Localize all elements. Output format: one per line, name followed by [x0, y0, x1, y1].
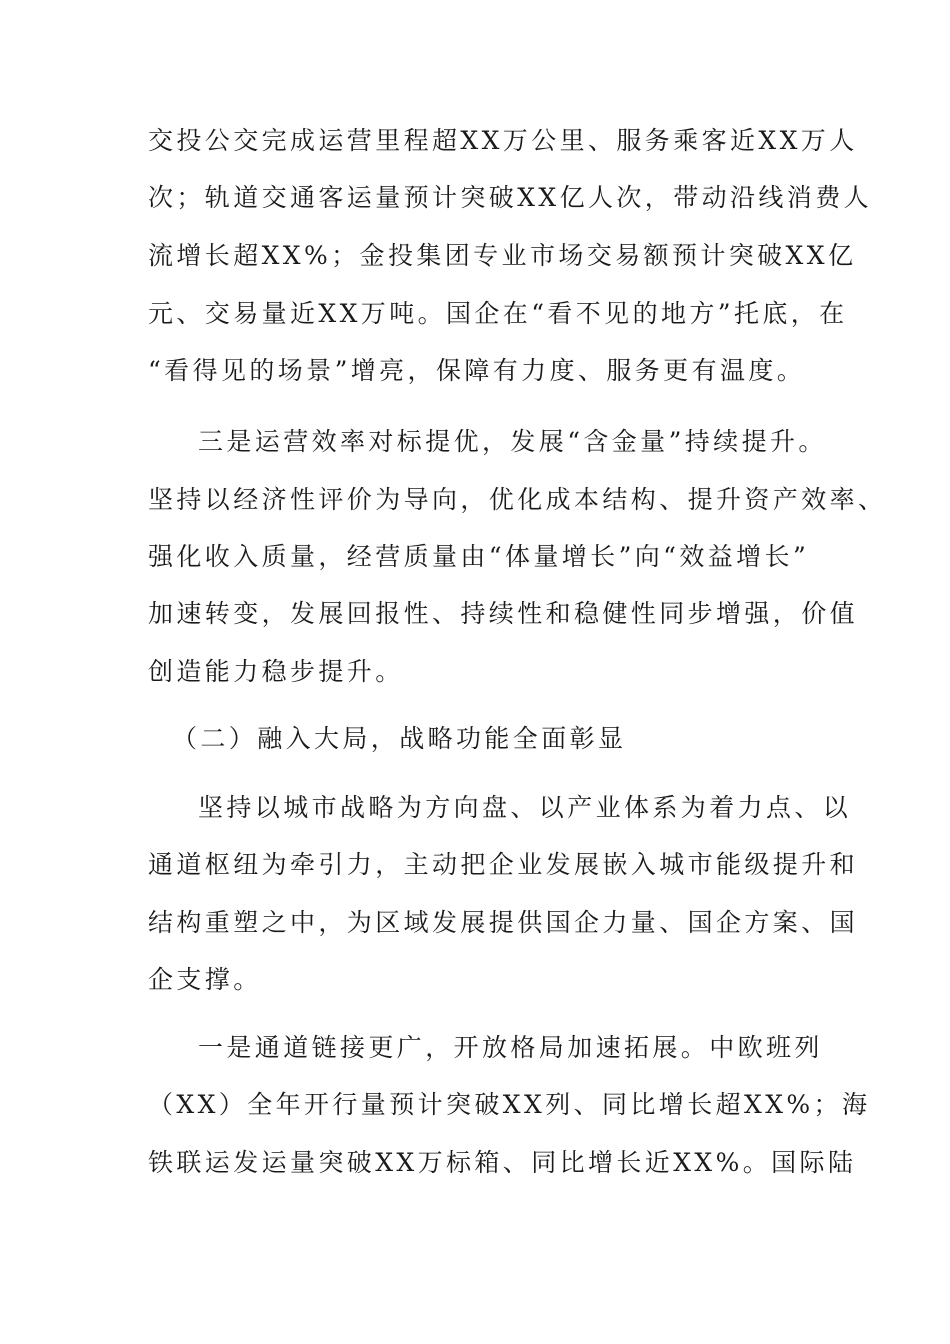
text-line-16: 一是通道链接更广，开放格局加速拓展。中欧班列	[198, 1033, 823, 1062]
text-line-10: 创造能力稳步提升。	[148, 657, 404, 686]
text-line-7: 坚持以经济性评价为导向，优化成本结构、提升资产效率、	[148, 485, 887, 514]
text-line-13: 通道枢纽为牵引力，主动把企业发展嵌入城市能级提升和	[148, 850, 859, 879]
text-line-5: “看得见的场景”增亮，保障有力度、服务更有温度。	[148, 356, 806, 385]
text-line-9: 加速转变，发展回报性、持续性和稳健性同步增强，价值	[148, 599, 859, 628]
text-line-12: 坚持以城市战略为方向盘、以产业体系为着力点、以	[198, 793, 852, 822]
text-line-3: 流增长超XX%；金投集团专业市场交易额预计突破XX亿	[148, 241, 857, 270]
text-line-1: 交投公交完成运营里程超XX万公里、服务乘客近XX万人	[148, 126, 858, 155]
text-line-15: 企支撑。	[148, 965, 262, 994]
text-line-18: 铁联运发运量突破XX万标箱、同比增长近XX%。国际陆	[148, 1148, 857, 1177]
text-line-8: 强化收入质量，经营质量由“体量增长”向“效益增长”	[148, 542, 810, 571]
text-line-6: 三是运营效率对标提优，发展“含金量”持续提升。	[198, 427, 827, 456]
section-heading: （二）融入大局，战略功能全面彰显	[172, 724, 627, 753]
text-line-14: 结构重塑之中，为区域发展提供国企力量、国企方案、国	[148, 908, 859, 937]
text-line-4: 元、交易量近XX万吨。国企在“看不见的地方”托底，在	[148, 299, 848, 328]
text-line-17: （XX）全年开行量预计突破XX列、同比增长超XX%；海	[148, 1090, 871, 1119]
text-line-2: 次；轨道交通客运量预计突破XX亿人次，带动沿线消费人	[148, 183, 872, 212]
